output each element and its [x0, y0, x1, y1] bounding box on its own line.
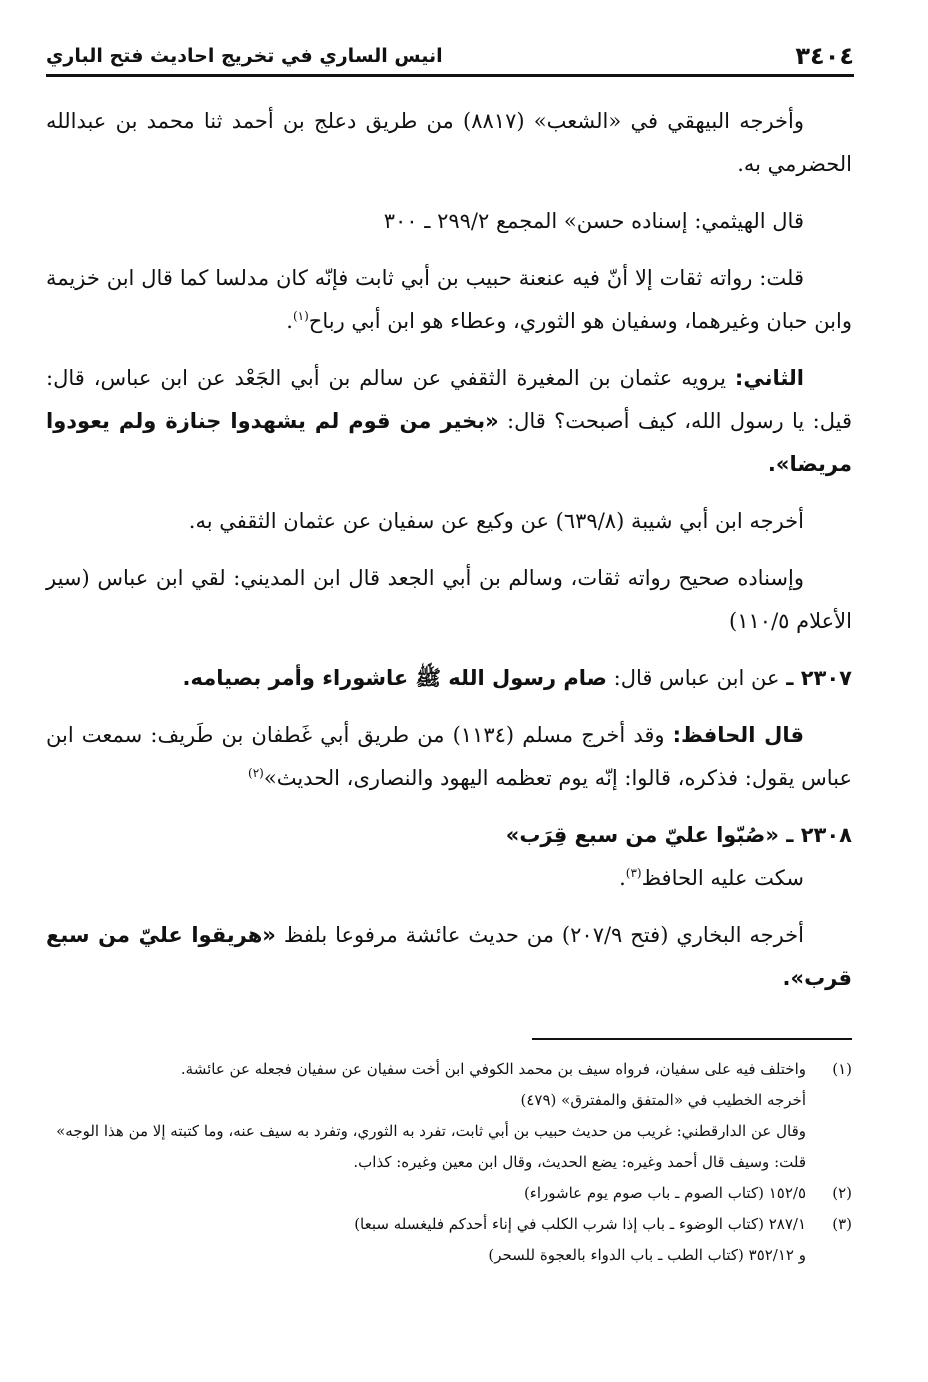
paragraph: وإسناده صحيح رواته ثقات، وسالم بن أبي الجعد قال ابن المديني: لقي ابن عباس (سير الأعلام ١١٠/٥): [46, 566, 852, 633]
footnote-line: وقال عن الدارقطني: غريب من حديث حبيب بن أبي ثابت، تفرد به الثوري، وتفرد به سيف عنه، وما كتبته إلا من هذا الوجه»: [56, 1122, 806, 1140]
footnote-line: واختلف فيه على سفيان، فرواه سيف بن محمد الكوفي ابن أخت سفيان عن سفيان فجعله عن عائشة.: [180, 1060, 806, 1078]
paragraph-end: .: [619, 866, 626, 890]
running-header: [46, 38, 854, 77]
footnote-number: (٣): [832, 1215, 852, 1233]
paragraph-text: سكت عليه الحافظ: [641, 866, 804, 890]
paragraph: [46, 914, 852, 1000]
paragraph-text: وقد أخرج مسلم (١١٣٤) من طريق أبي غَطفان بن طَريف: سمعت ابن عباس يقول: فذكره، قالوا: إنّه يوم تعظمه اليهود والنصارى، الحديث»: [46, 723, 852, 790]
footnote-number: (٢): [832, 1184, 852, 1202]
footnote-1: [46, 1054, 852, 1178]
footnote-line: قلت: وسيف قال أحمد وغيره: يضع الحديث، وقال ابن معين وغيره: كذاب.: [353, 1153, 806, 1171]
section-label: قال الحافظ:: [672, 723, 805, 747]
book-title: انيس الساري في تخريج احاديث فتح الباري: [46, 45, 443, 67]
paragraph-text: قلت: رواته ثقات إلا أنّ فيه عنعنة حبيب بن أبي ثابت فإنّه كان مدلسا كما قال ابن خزيمة وابن حبان وغيرهما، وسفيان هو الثوري، وعطاء هو ابن أبي رباح: [46, 266, 852, 333]
paragraph: وأخرجه البيهقي في «الشعب» (٨٨١٧) من طريق دعلج بن أحمد ثنا محمد بن عبدالله الحضرمي به.: [46, 109, 852, 176]
paragraph-text: يرويه عثمان بن المغيرة الثقفي عن سالم بن أبي الجَعْد عن ابن عباس، قال: قيل: يا رسول الله، كيف أصبحت؟ قال:: [46, 366, 852, 433]
hadith-intro: عن ابن عباس قال:: [606, 666, 787, 690]
paragraph: [46, 714, 852, 800]
footnote-text: [46, 1054, 806, 1178]
hadith-number: ٢٣٠٧ ـ: [786, 666, 852, 690]
paragraph: [46, 857, 852, 900]
paragraph: [46, 357, 852, 486]
hadith-quote: صام رسول الله ﷺ عاشوراء وأمر بصيامه.: [182, 666, 607, 690]
hadith-quote: «هريقوا عليّ من سبع قرب».: [46, 923, 852, 990]
footnotes: [46, 1038, 852, 1271]
footnote-divider: [532, 1038, 852, 1040]
paragraph-end: .: [286, 309, 293, 333]
footnote-number: (١): [832, 1060, 852, 1078]
footnote-line: ١٥٢/٥ (كتاب الصوم ـ باب صوم يوم عاشوراء): [523, 1184, 806, 1202]
page-number: ٣٤٠٤: [795, 42, 854, 70]
main-text: [46, 100, 852, 1014]
footnote-text: [46, 1209, 806, 1271]
paragraph-text: أخرجه البخاري (فتح ٢٠٧/٩) من حديث عائشة مرفوعا بلفظ: [275, 923, 804, 947]
section-label: الثاني:: [734, 366, 804, 390]
footnote-2: [46, 1178, 852, 1209]
footnote-3: [46, 1209, 852, 1271]
footnote-ref: (٢): [248, 766, 264, 780]
paragraph: أخرجه ابن أبي شيبة (٦٣٩/٨) عن وكيع عن سفيان عن عثمان الثقفي به.: [188, 509, 804, 533]
footnote-text: [46, 1178, 806, 1209]
paragraph: قال الهيثمي: إسناده حسن» المجمع ٢٩٩/٢ ـ ٣٠٠: [383, 209, 804, 233]
hadith-entry-2307: [46, 657, 852, 700]
paragraph: [46, 257, 852, 343]
footnote-line: و ٣٥٢/١٢ (كتاب الطب ـ باب الدواء بالعجوة للسحر): [488, 1246, 806, 1264]
footnote-line: أخرجه الخطيب في «المتفق والمفترق» (٤٧٩): [520, 1091, 806, 1109]
footnote-line: ٢٨٧/١ (كتاب الوضوء ـ باب إذا شرب الكلب في إناء أحدكم فليغسله سبعا): [354, 1215, 806, 1233]
hadith-entry-2308: [46, 814, 852, 857]
hadith-heading: ٢٣٠٨ ـ «صُبّوا عليّ من سبع قِرَب»: [505, 823, 852, 847]
footnote-ref: (١): [292, 309, 309, 323]
footnote-ref: (٣): [625, 866, 642, 880]
hadith-quote: «بخير من قوم لم يشهدوا جنازة ولم يعودوا مريضا».: [46, 409, 852, 476]
